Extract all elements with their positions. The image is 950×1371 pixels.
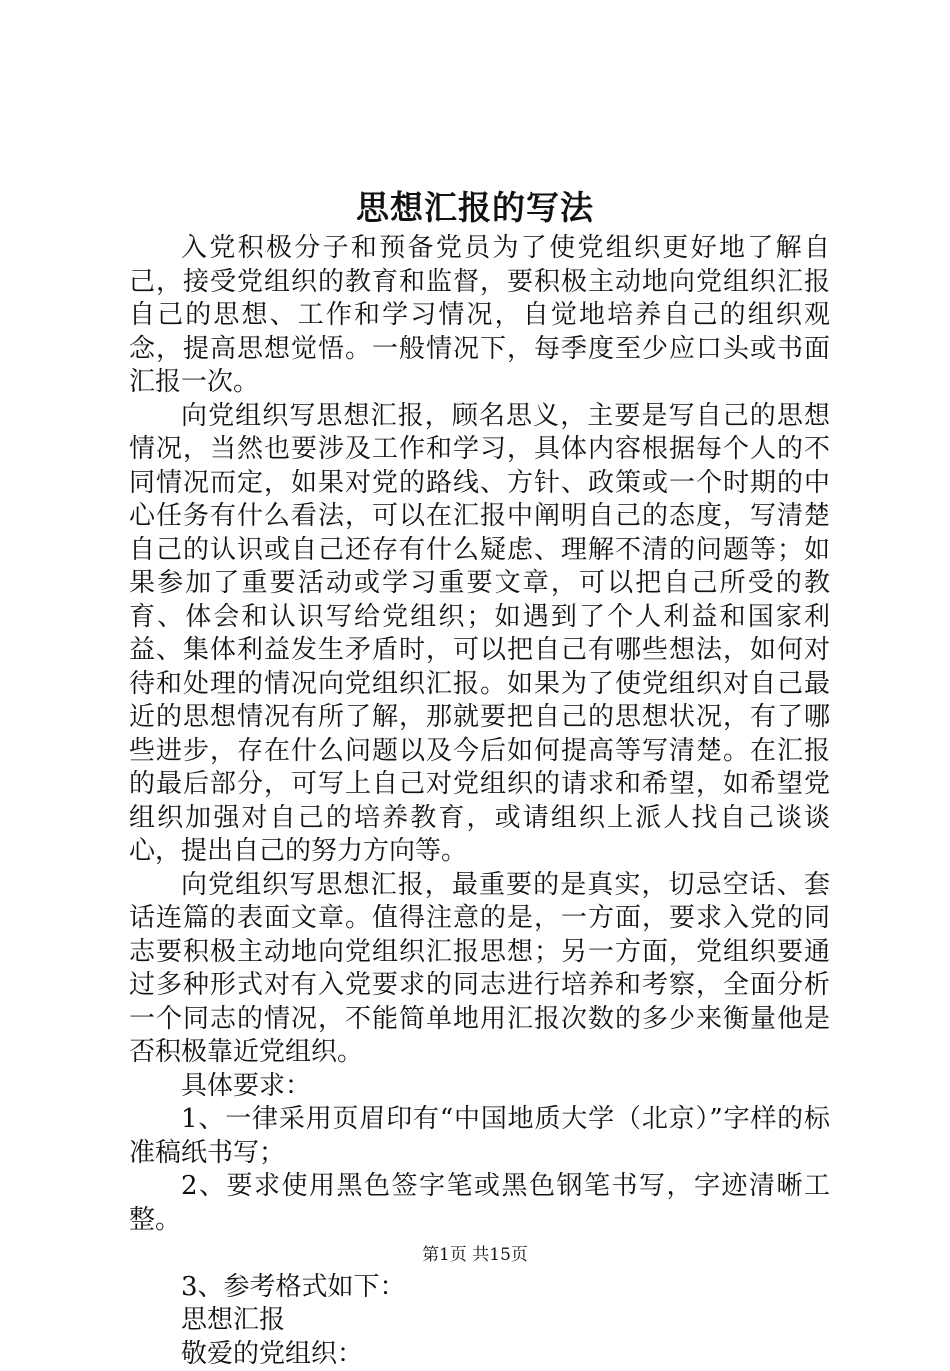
requirement-3: 3、参考格式如下：: [129, 1271, 830, 1305]
paragraph-2: 向党组织写思想汇报，顾名思义，主要是写自己的思想情况，当然也要涉及工作和学习，具体内容根据每个人的不同情况而定，如果对党的路线、方针、政策或一个时期的中心任务有什么看法，可以在汇报中阐明自己的态度，写清楚自己的认识或自己还存有什么疑虑、理解不清的问题等；如果参加了重要活动或学习重要文章，可以把自己所受的教育、体会和认识写给党组织；如遇到了个人利益和国家利益、集体利益发生矛盾时，可以把自己有哪些想法，如何对待和处理的情况向党组织汇报。如果为了使党组织对自己最近的思想情况有所了解，那就要把自己的思想状况，有了哪些进步，存在什么问题以及今后如何提高等写清楚。在汇报的最后部分，可写上自己对党组织的请求和希望，如希望党组织加强对自己的培养教育，或请组织上派人找自己谈谈心，提出自己的努力方向等。: [129, 400, 830, 869]
document-body: [129, 232, 830, 1371]
document-title: 思想汇报的写法: [0, 186, 950, 230]
sample-salutation: 敬爱的党组织：: [129, 1338, 830, 1371]
paragraph-1: 入党积极分子和预备党员为了使党组织更好地了解自己，接受党组织的教育和监督，要积极主动地向党组织汇报自己的思想、工作和学习情况，自觉地培养自己的组织观念，提高思想觉悟。一般情况下，每季度至少应口头或书面汇报一次。: [129, 232, 830, 400]
requirements-heading: 具体要求：: [129, 1070, 830, 1104]
requirement-2: 2、要求使用黑色签字笔或黑色钢笔书写，字迹清晰工整。: [129, 1170, 830, 1237]
page-number-footer: 第1页 共15页: [0, 1244, 950, 1266]
sample-title: 思想汇报: [129, 1304, 830, 1338]
requirement-1: 1、一律采用页眉印有“中国地质大学（北京）”字样的标准稿纸书写；: [129, 1103, 830, 1170]
paragraph-3: 向党组织写思想汇报，最重要的是真实，切忌空话、套话连篇的表面文章。值得注意的是，一方面，要求入党的同志要积极主动地向党组织汇报思想；另一方面，党组织要通过多种形式对有入党要求的同志进行培养和考察，全面分析一个同志的情况，不能简单地用汇报次数的多少来衡量他是否积极靠近党组织。: [129, 869, 830, 1070]
